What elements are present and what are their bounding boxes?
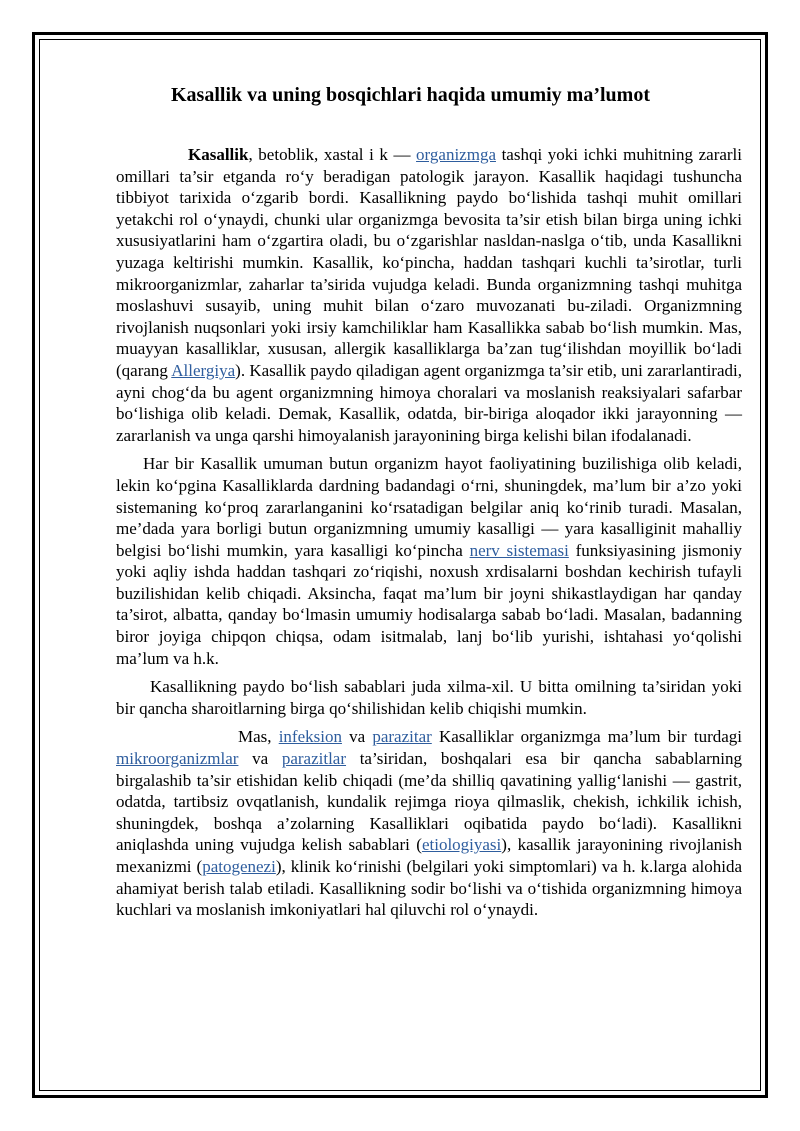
link-parazitlar[interactable]: parazitlar xyxy=(281,749,347,769)
paragraph-1 xyxy=(116,144,742,446)
document-body xyxy=(116,82,742,928)
paragraph-2 xyxy=(116,453,742,669)
link-infeksion[interactable]: infeksion xyxy=(278,727,342,747)
term-bold: Kasallik xyxy=(188,145,249,164)
link-nerv-sistemasi[interactable]: nerv sistemasi xyxy=(469,540,569,560)
link-parazitar[interactable]: parazitar xyxy=(372,727,432,747)
paragraph-text: va xyxy=(238,749,282,769)
paragraph-text: ). Kasallik paydo qiladigan agent organizmga ta’sir etib, uni zararlantiradi, ayni chog‘da bu agent organizmning himoya choralari va moslanish reaksiyalari safarbar bo‘lishiga olib keladi. Demak, Kasallik, odatda, bir-biriga aloqador ikki jarayonning — zararlanish va unga qarshi himoyalanish jarayonining birga kelishi bilan ifodalanadi. xyxy=(116,360,742,445)
document-title: Kasallik va uning bosqichlari haqida umumiy ma’lumot xyxy=(171,84,651,106)
paragraph-text: ta’siridan, boshqalari esa bir qancha sabablarning birgalashib ta’sir etishidan kelib chiqadi (me’da shilliq qavatining yallig‘lanishi — gastrit, odatda, tartibsiz ovqatlanish, kundalik rejimga rioya qilmaslik, chekish, ichkilik ichish, shuningdek, boshqa a’zolarning Kasalliklari oqibatida paydo bo‘ladi). Kasallikni aniqlashda uning vujudga kelish sabablari ( xyxy=(116,749,742,855)
paragraph-text: ), kasallik jarayonining rivojlanish mexanizmi ( xyxy=(116,835,742,876)
paragraph-text: , betoblik, xastal i k — xyxy=(248,145,417,164)
paragraph-4 xyxy=(116,726,742,920)
paragraph-text: Har bir Kasallik umuman butun organizm hayot faoliyatining buzilishiga olib keladi, lekin ko‘pgina Kasalliklarda dardning badandagi o‘rni, shuningdek, ma’lum bir a’zo yoki sistemaning ko‘proq zararlanganini ko‘rsatadigan belgilar aniq ko‘rinib turadi. Masalan, me’dada yara borligi butun organizmning umumiy kasalligi — yara kasalliginit mahalliy belgisi bo‘lishi mumkin, yara kasalligi ko‘pincha xyxy=(116,454,742,560)
paragraph-text: tashqi yoki ichki muhitning zararli omillari ta’sir etganda ro‘y beradigan patologik jarayon. Kasallik haqidagi tushuncha tibbiyot tarixida o‘zgarib bordi. Kasallikning paydo bo‘lishida tashqi muhit omillari yetakchi rol o‘ynaydi, chunki ular organizmga bevosita ta’sir etish bilan birga uning ichki xususiyatlarini ham o‘zgartira oladi, bu o‘zgarishlar nasldan-naslga o‘tib, unda Kasallikni yuzaga keltirishi mumkin. Kasallik, ko‘pincha, haddan tashqari kuchli ta’sirotlar, turli mikroorganizmlar, zaharlar ta’sirida vujudga keladi. Bunda organizmning tashqi muhitga moslashuvi susayib, uning muhit bilan o‘zaro muvozanati bu-ziladi. Organizmning rivojlanish nuqsonlari yoki irsiy kamchiliklar ham Kasallikka sabab bo‘lish mumkin. Mas, muayyan kasalliklar, xususan, allergik kasalliklarga ba’zan tug‘ilishdan moyillik bo‘ladi (qarang xyxy=(116,145,743,380)
paragraph-text: Kasallikning paydo bo‘lish sabablari juda xilma-xil. U bitta omilning ta’siridan yoki bir qancha sharoitlarning birga qo‘shilishidan kelib chiqishi mumkin. xyxy=(116,677,742,718)
link-etiologiyasi[interactable]: etiologiyasi xyxy=(421,835,502,855)
link-allergiya[interactable]: Allergiya xyxy=(171,360,236,380)
paragraph-text: funksiyasining jismoniy yoki aqliy ishda haddan tashqari zo‘riqishi, noxush xrdisalarni boshdan kechirish tufayli buzilishidan kelib chiqadi. Aksincha, faqat ma’lum bir joyni shikastlaydigan har qanday ta’sirot, albatta, qanday bo‘lmasin umumiy hodisalarga sabab bo‘ladi. Masalan, badanning biror joyiga chipqon chiqsa, odam isitmalab, lanj bo‘lib yurishi, ishtahasi yo‘qolishi ma’lum va h.k. xyxy=(116,540,742,668)
paragraph-text: ), klinik ko‘rinishi (belgilari yoki simptomlari) va h. k.larga alohida ahamiyat berish talab etiladi. Kasallikning sodir bo‘lishi va o‘tishida organizmning himoya kuchlari va moslanish imkoniyatlari hal qiluvchi rol o‘ynaydi. xyxy=(116,857,742,920)
paragraph-text: va xyxy=(341,727,373,747)
link-patogenezi[interactable]: patogenezi xyxy=(202,857,276,876)
link-mikroorganizmlar[interactable]: mikroorganizmlar xyxy=(116,749,239,769)
paragraph-text: Mas, xyxy=(238,727,279,747)
paragraph-3 xyxy=(116,676,742,719)
paragraph-text: Kasalliklar organizmga ma’lum bir turdagi xyxy=(431,727,742,747)
link-organizmga[interactable]: organizmga xyxy=(416,145,496,164)
